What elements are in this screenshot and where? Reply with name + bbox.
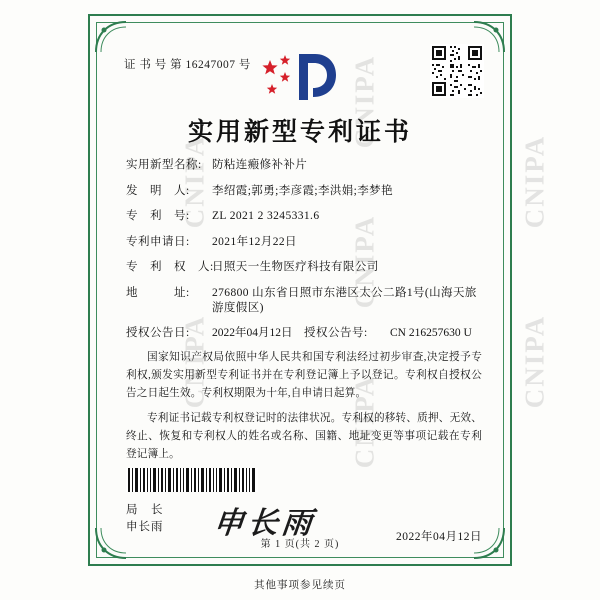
field-label: 专 利 权 人: <box>126 261 214 273</box>
field-value: 防粘连瘢修补补片 <box>212 159 308 171</box>
page-indicator: 第 1 页(共 2 页) <box>260 539 340 550</box>
watermark-text: CNIPA <box>519 134 550 229</box>
signature-handwriting: 申长雨 <box>211 507 318 540</box>
cnipa-logo-icon <box>252 50 348 104</box>
field-row-patent-number <box>126 209 482 224</box>
field-list <box>126 158 482 352</box>
field-value: 日照天一生物医疗科技有限公司 <box>212 261 379 273</box>
field-grant-date <box>126 326 304 341</box>
field-label: 专 利 号: <box>126 210 190 222</box>
watermark-text: CNIPA <box>179 314 210 409</box>
footer-note: 其他事项参见续页 <box>254 580 346 591</box>
body-text <box>126 349 482 471</box>
field-row-application-date <box>126 235 482 250</box>
watermark-text: CNIPA <box>179 134 210 229</box>
field-label: 地 址: <box>126 286 190 299</box>
watermark-text: CNIPA <box>519 314 550 409</box>
field-value: 2021年12月22日 <box>212 235 297 248</box>
watermark-text: CNIPA <box>349 54 380 149</box>
barcode <box>126 468 258 492</box>
field-label: 授权公告日: <box>126 327 190 339</box>
watermark-text: CNIPA <box>349 214 380 309</box>
field-row-grant <box>126 326 482 341</box>
watermark-text: CNIPA <box>349 374 380 469</box>
field-value: CN 216257630 U <box>390 327 472 339</box>
page-title: 实用新型专利证书 <box>187 119 412 146</box>
field-value: 李绍霞;郭勇;李彦霞;李洪娟;李梦艳 <box>212 184 393 197</box>
field-label: 专利申请日: <box>126 235 190 248</box>
certificate-number: 证 书 号 第 16247007 号 <box>124 59 251 71</box>
qr-code <box>430 44 484 98</box>
field-label: 发 明 人: <box>126 184 190 197</box>
paragraph-registry-statement: 专利证书记载专利权登记时的法律状况。专利权的移转、质押、无效、终止、恢复和专利权人的姓名或名称、国籍、地址变更等事项记载在专利登记簿上。 <box>126 413 482 460</box>
field-row-utility-model-name <box>126 158 482 173</box>
field-row-patentee <box>126 260 482 275</box>
issue-date: 2022年04月12日 <box>396 531 482 543</box>
field-value: 276800 山东省日照市东港区太公二路1号(山海天旅游度假区) <box>212 286 477 314</box>
signature-labels <box>126 502 164 536</box>
corner-ornament-top-left-icon <box>94 20 128 54</box>
signature-title-line1: 局 长 <box>126 504 164 516</box>
certificate-border <box>88 14 550 566</box>
field-label: 实用新型名称: <box>126 159 202 171</box>
field-row-inventors <box>126 184 482 199</box>
field-value: 2022年04月12日 <box>212 327 293 339</box>
field-value: ZL 2021 2 3245331.6 <box>212 210 320 222</box>
signature-title-line2: 申长雨 <box>126 521 164 533</box>
field-grant-number <box>304 326 482 341</box>
field-row-address <box>126 286 482 316</box>
field-label: 授权公告号: <box>304 327 368 339</box>
paragraph-grant-statement: 国家知识产权局依照中华人民共和国专利法经过初步审查,决定授予专利权,颁发实用新型专利证书并在专利登记簿上予以登记。专利权自授权公告之日起生效。专利权期限为十年,自申请日起算。 <box>126 352 482 399</box>
